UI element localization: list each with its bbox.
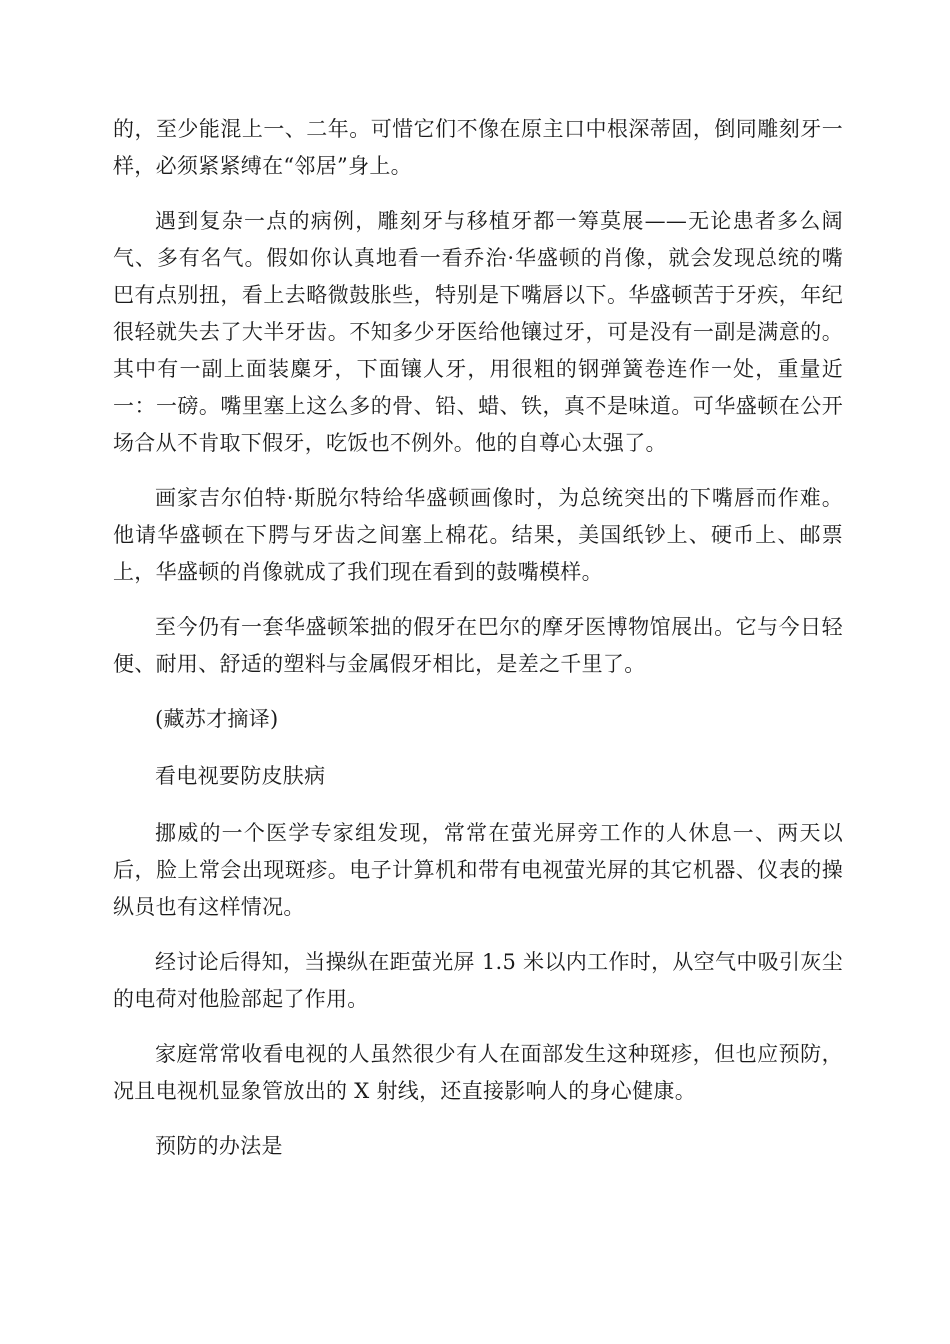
article-title: 看电视要防皮肤病 bbox=[155, 764, 326, 788]
paragraph-portrait-painter: 画家吉尔伯特·斯脱尔特给华盛顿画像时，为总统突出的下嘴唇而作难。他请华盛顿在下腭与牙齿之间塞上棉花。结果，美国纸钞上、硬币上、邮票上，华盛顿的肖像就成了我们现在看到的鼓嘴模样。 bbox=[113, 486, 843, 584]
paragraph-washington-dentures: 遇到复杂一点的病例，雕刻牙与移植牙都一筹莫展——无论患者多么阔气、多有名气。假如你认真地看一看乔治·华盛顿的肖像，就会发现总统的嘴巴有点别扭，看上去略微鼓胀些，特别是下嘴唇以下。华盛顿苦于牙疾，年纪很轻就失去了大半牙齿。不知多少牙医给他镶过牙，可是没有一副是满意的。其中有一副上面装麋牙，下面镶人牙，用很粗的钢弹簧卷连作一处，重量近一：一磅。嘴里塞上这么多的骨、铅、蜡、铁，真不是味道。可华盛顿在公开场合从不肯取下假牙，吃饭也不例外。他的自尊心太强了。 bbox=[113, 209, 843, 455]
paragraph-discussion: 经讨论后得知，当操纵在距萤光屏 1.5 米以内工作时，从空气中吸引灰尘的电荷对他脸部起了作用。 bbox=[113, 950, 843, 1011]
paragraph-museum: 至今仍有一套华盛顿笨拙的假牙在巴尔的摩牙医博物馆展出。它与今日轻便、耐用、舒适的塑料与金属假牙相比，是差之千里了。 bbox=[113, 615, 843, 676]
paragraph-prevention: 预防的办法是 bbox=[155, 1134, 283, 1158]
paragraph-home-tv: 家庭常常收看电视的人虽然很少有人在面部发生这种斑疹，但也应预防，况且电视机显象管放出的 X 射线，还直接影响人的身心健康。 bbox=[113, 1042, 843, 1103]
paragraph-norway-study: 挪威的一个医学专家组发现，常常在萤光屏旁工作的人休息一、两天以后，脸上常会出现斑疹。电子计算机和带有电视萤光屏的其它机器、仪表的操纵员也有这样情况。 bbox=[113, 821, 843, 919]
document-page bbox=[113, 111, 843, 1185]
paragraph-continuation: 的，至少能混上一、二年。可惜它们不像在原主口中根深蒂固，倒同雕刻牙一样，必须紧紧缚在“邻居”身上。 bbox=[113, 117, 843, 178]
translator-credit: (藏苏才摘译) bbox=[155, 707, 279, 731]
